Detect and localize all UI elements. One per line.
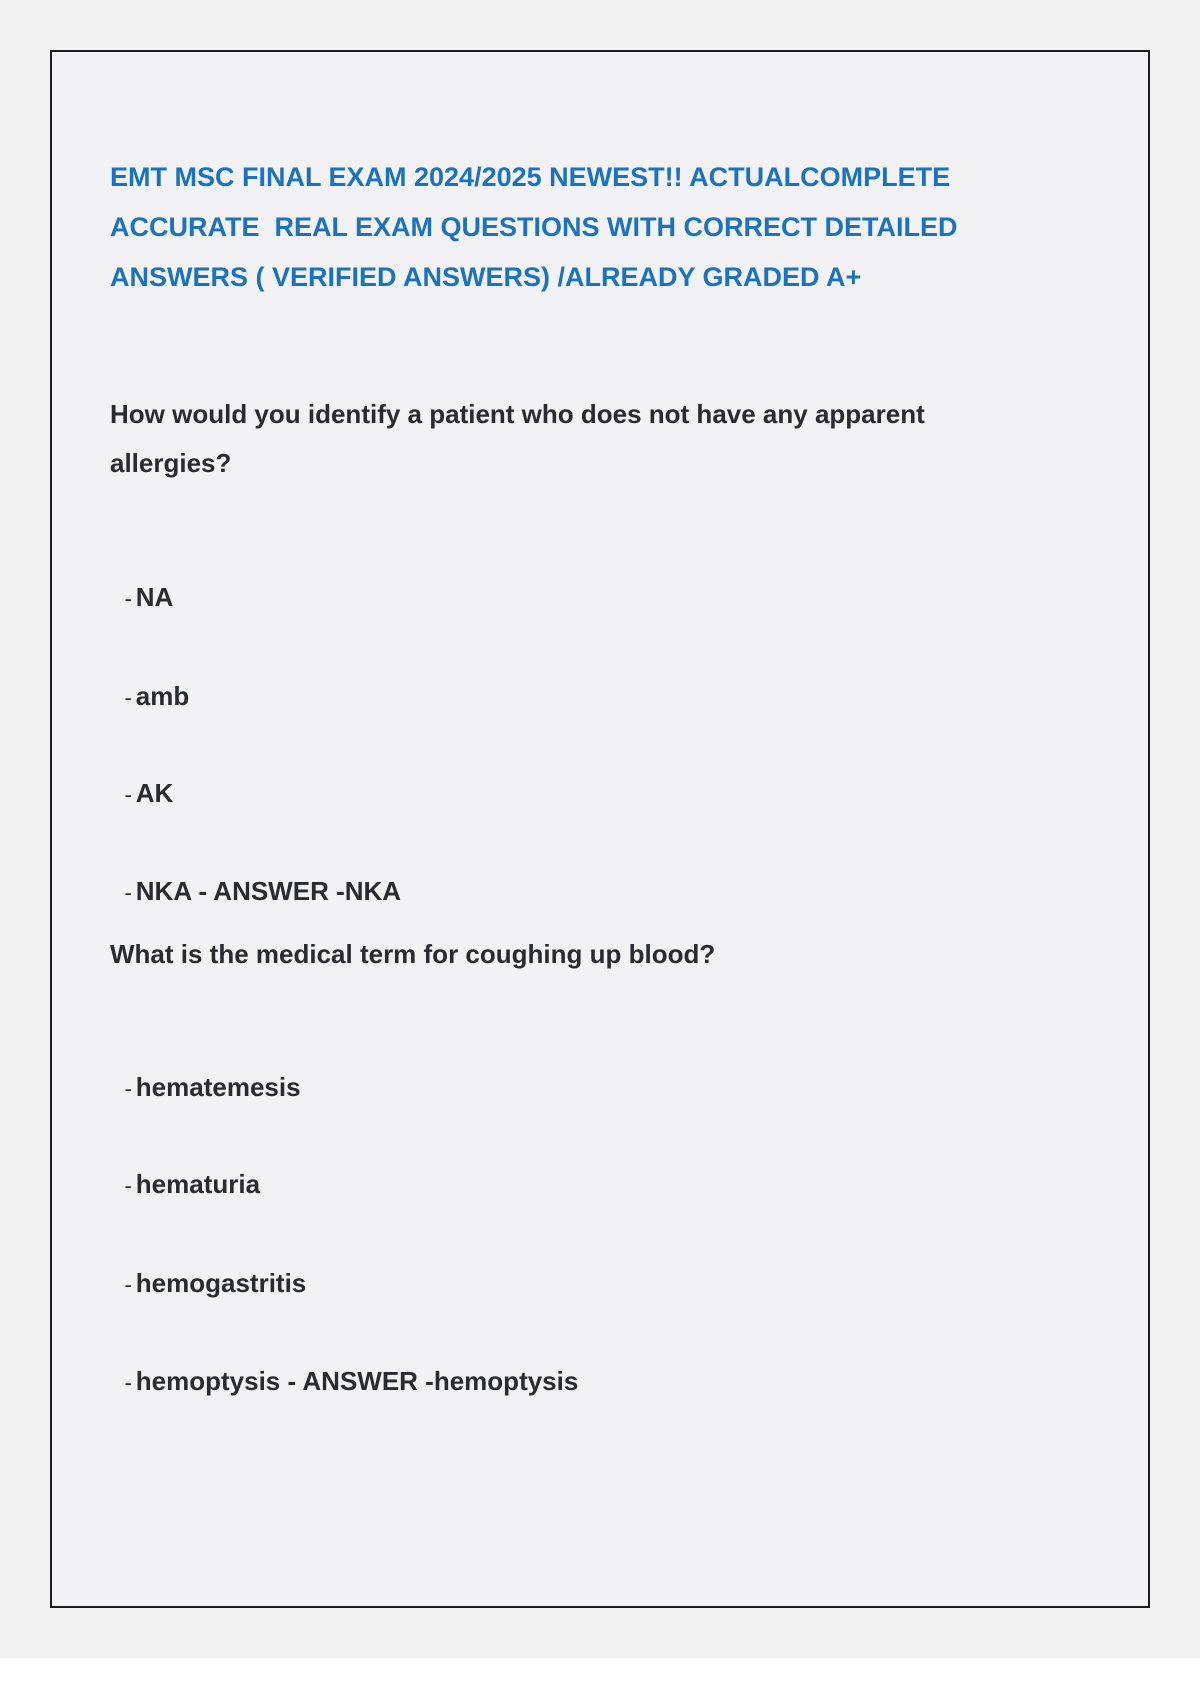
document-title: [110, 152, 1060, 302]
question-line: What is the medical term for coughing up blood?: [110, 939, 716, 969]
next-page-strip: [0, 1658, 1200, 1700]
answer-option: [110, 1036, 301, 1106]
option-text: AK: [135, 778, 174, 808]
option-dash: -: [124, 586, 132, 611]
option-text: NA: [135, 582, 174, 612]
answer-option: [110, 1133, 260, 1203]
option-dash: -: [124, 1272, 132, 1297]
question-line: How would you identify a patient who does not have any apparent: [110, 399, 925, 429]
option-text: amb: [135, 681, 190, 711]
option-dash: -: [124, 1370, 132, 1395]
option-dash: -: [124, 685, 132, 710]
title-line: ANSWERS ( VERIFIED ANSWERS) /ALREADY GRADED A+: [110, 262, 862, 292]
answer-option-correct: [110, 1330, 578, 1400]
option-text: NKA - ANSWER -NKA: [135, 876, 402, 906]
answer-option: [110, 546, 173, 616]
option-text: hematemesis: [135, 1072, 301, 1102]
answer-option: [110, 742, 173, 812]
option-dash: -: [124, 1173, 132, 1198]
option-dash: -: [124, 880, 132, 905]
answer-option-correct: [110, 840, 401, 910]
question-text: [110, 390, 1070, 488]
question-1: [110, 390, 1070, 488]
option-dash: -: [124, 1076, 132, 1101]
question-2: [110, 930, 1070, 979]
option-text: hemoptysis - ANSWER -hemoptysis: [135, 1366, 579, 1396]
question-text: [110, 930, 1070, 979]
answer-option: [110, 645, 189, 715]
option-dash: -: [124, 782, 132, 807]
title-line: ACCURATE REAL EXAM QUESTIONS WITH CORRECT DETAILED: [110, 212, 958, 242]
question-line: allergies?: [110, 448, 232, 478]
option-text: hemogastritis: [135, 1268, 307, 1298]
option-text: hematuria: [135, 1169, 261, 1199]
answer-option: [110, 1232, 306, 1302]
title-line: EMT MSC FINAL EXAM 2024/2025 NEWEST!! ACTUALCOMPLETE: [110, 162, 951, 192]
